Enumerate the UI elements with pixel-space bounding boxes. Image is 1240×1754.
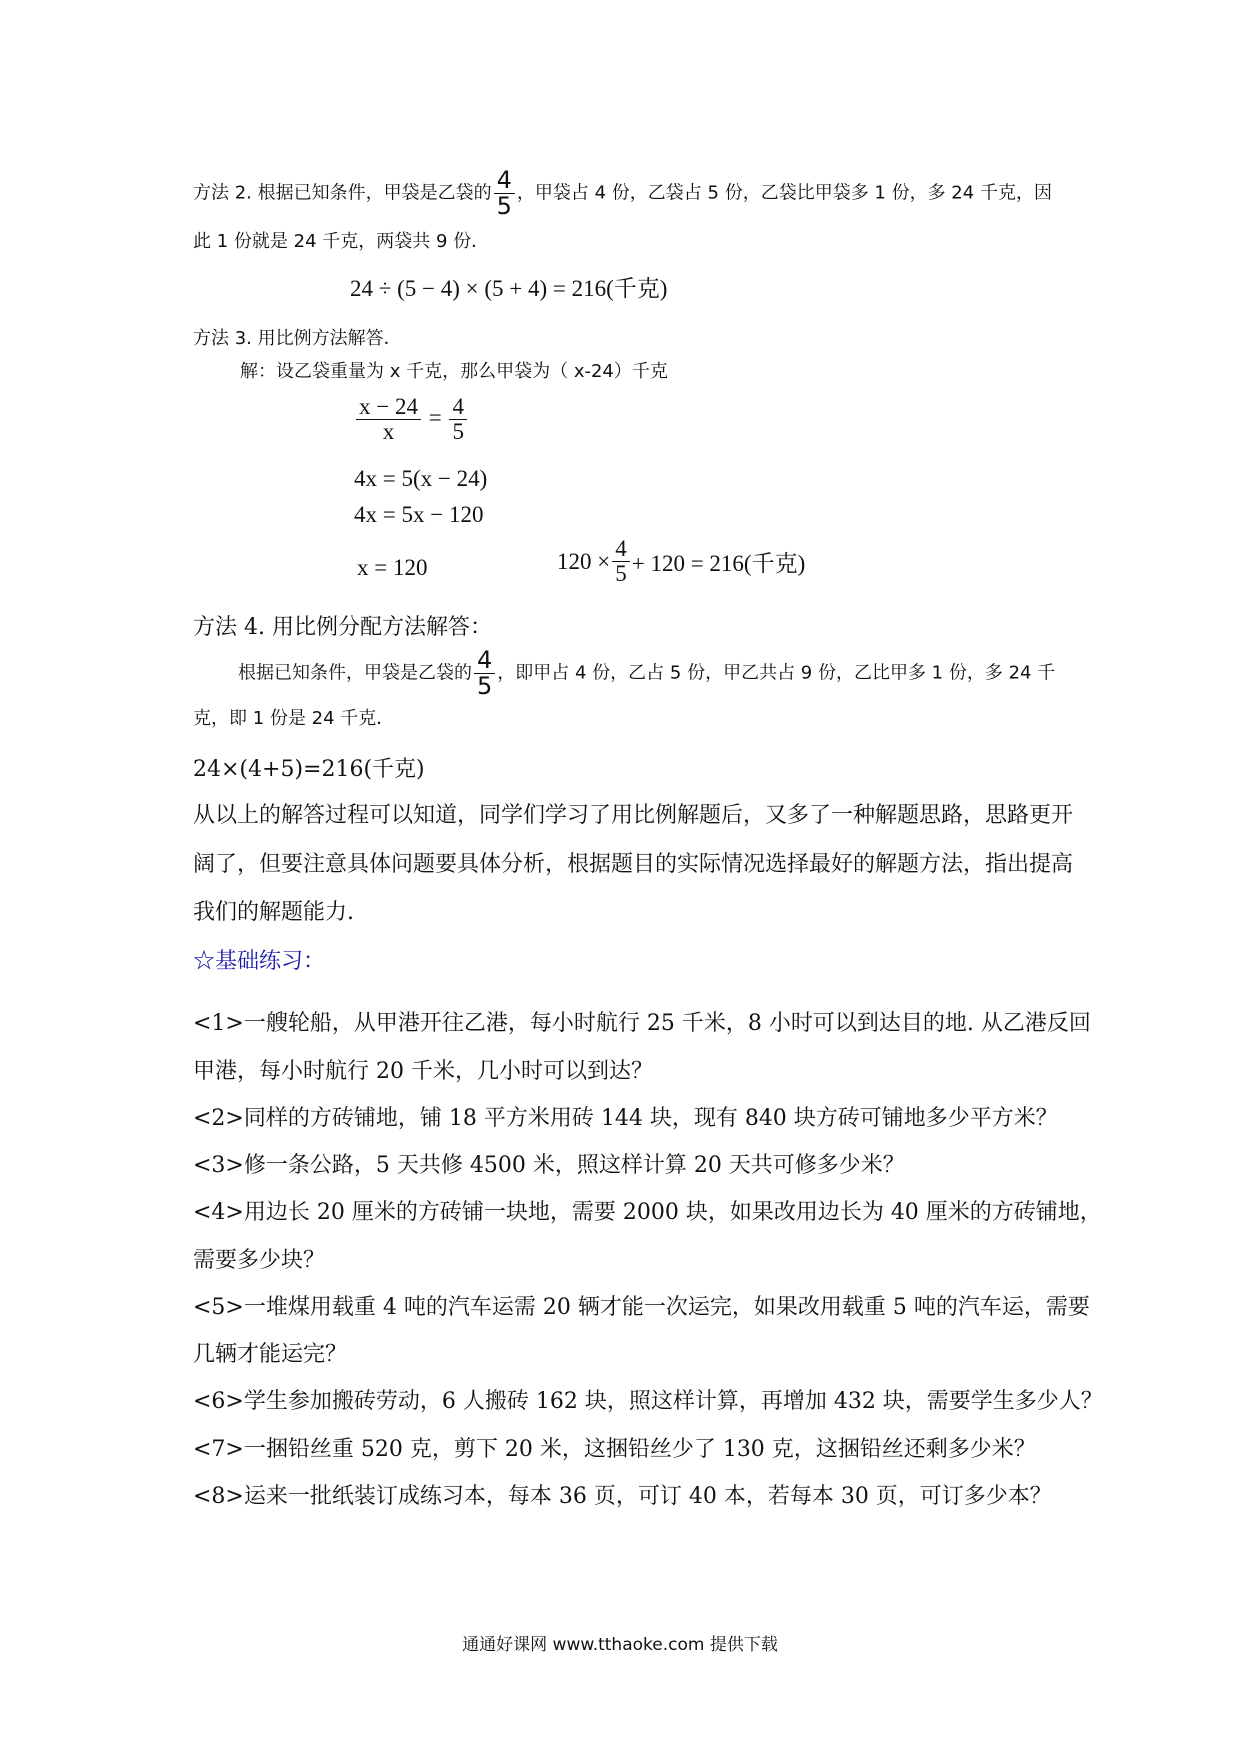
method2-text-after: ，甲袋占 4 份，乙袋占 5 份，乙袋比甲袋多 1 份，多 24 千克，因 xyxy=(516,182,1052,204)
method3-eq4: x = 120 xyxy=(357,555,428,580)
page-footer: 通通好课网 www.tthaoke.com 提供下载 xyxy=(462,1635,778,1655)
method4-line1 xyxy=(238,648,1055,699)
exercise-line: 需要多少块？ xyxy=(193,1248,326,1273)
method3-check xyxy=(557,537,805,586)
method4-line2: 克，即 1 份是 24 千克． xyxy=(193,708,395,729)
method4-text-before: 根据已知条件，甲袋是乙袋的 xyxy=(238,662,472,684)
check-fraction xyxy=(612,537,630,586)
equals-sign: = xyxy=(428,404,442,430)
exercise-line: <2>同样的方砖铺地，铺 18 平方米用砖 144 块，现有 840 块方砖可铺地多少平方米？ xyxy=(193,1106,1058,1131)
fraction-numerator: x − 24 xyxy=(359,394,418,419)
conclusion-line-2: 阔了，但要注意具体问题要具体分析，根据题目的实际情况选择最好的解题方法，指出提高 xyxy=(193,852,1074,877)
fraction-denominator: 5 xyxy=(496,192,512,221)
fraction-denominator: 5 xyxy=(452,419,464,445)
method4-formula: 24×(4+5)=216(千克) xyxy=(193,757,425,782)
exercise-line: 甲港，每小时航行 20 千米，几小时可以到达？ xyxy=(193,1059,653,1084)
exercise-line: <3>修一条公路，5 天共修 4500 米，照这样计算 20 天共可修多少米？ xyxy=(193,1153,905,1178)
method3-intro: 解：设乙袋重量为 x 千克，那么甲袋为（ x-24）千克 xyxy=(240,361,668,382)
eq1-left-fraction xyxy=(356,395,421,444)
method2-formula: 24 ÷ (5 − 4) × (5 + 4) = 216(千克) xyxy=(350,276,668,301)
conclusion-line-3: 我们的解题能力. xyxy=(193,900,354,925)
fraction-numerator: 4 xyxy=(452,394,464,419)
exercises-title: ☆基础练习： xyxy=(193,949,326,974)
method2-line2: 此 1 份就是 24 千克，两袋共 9 份． xyxy=(193,231,490,252)
exercise-line: <1>一艘轮船，从甲港开往乙港，每小时航行 25 千米，8 小时可以到达目的地. 从乙港反回 xyxy=(193,1011,1091,1036)
exercise-line: <6>学生参加搬砖劳动，6 人搬砖 162 块，照这样计算，再增加 432 块，需要学生多少人？ xyxy=(193,1389,1103,1414)
fraction-numerator: 4 xyxy=(496,166,512,194)
method4-heading: 方法 4. 用比例分配方法解答： xyxy=(193,615,492,640)
check-right: + 120 = 216(千克) xyxy=(631,551,806,577)
method2-text-before: 方法 2. 根据已知条件，甲袋是乙袋的 xyxy=(193,182,492,204)
method3-eq1 xyxy=(354,395,469,444)
fraction-denominator: 5 xyxy=(615,561,627,587)
exercise-line: <5>一堆煤用载重 4 吨的汽车运需 20 辆才能一次运完，如果改用载重 5 吨的汽车运，需要 xyxy=(193,1295,1090,1320)
method4-fraction xyxy=(474,648,495,699)
method2-fraction xyxy=(494,168,515,219)
method3-heading: 方法 3. 用比例方法解答． xyxy=(193,328,402,349)
conclusion-line-1: 从以上的解答过程可以知道，同学们学习了用比例解题后，又多了一种解题思路，思路更开 xyxy=(193,803,1074,828)
fraction-denominator: x xyxy=(382,419,395,445)
fraction-numerator: 4 xyxy=(615,536,627,561)
method3-eq2: 4x = 5(x − 24) xyxy=(354,466,488,491)
exercise-line: 几辆才能运完？ xyxy=(193,1342,348,1367)
exercise-line: <8>运来一批纸装订成练习本，每本 36 页，可订 40 本，若每本 30 页，可订多少本？ xyxy=(193,1484,1052,1509)
fraction-numerator: 4 xyxy=(477,646,493,674)
exercise-line: <7>一捆铅丝重 520 克，剪下 20 米，这捆铅丝少了 130 克，这捆铅丝还剩多少米？ xyxy=(193,1437,1036,1462)
eq1-right-fraction xyxy=(449,395,467,444)
method4-text-after: ，即甲占 4 份，乙占 5 份，甲乙共占 9 份，乙比甲多 1 份，多 24 千 xyxy=(497,662,1056,684)
method2-line1 xyxy=(193,168,1052,219)
exercise-line: <4>用边长 20 厘米的方砖铺一块地，需要 2000 块，如果改用边长为 40 厘米的方砖铺地， xyxy=(193,1200,1102,1225)
check-left: 120 × xyxy=(557,548,611,574)
method3-eq3: 4x = 5x − 120 xyxy=(354,502,484,527)
fraction-denominator: 5 xyxy=(477,672,493,701)
